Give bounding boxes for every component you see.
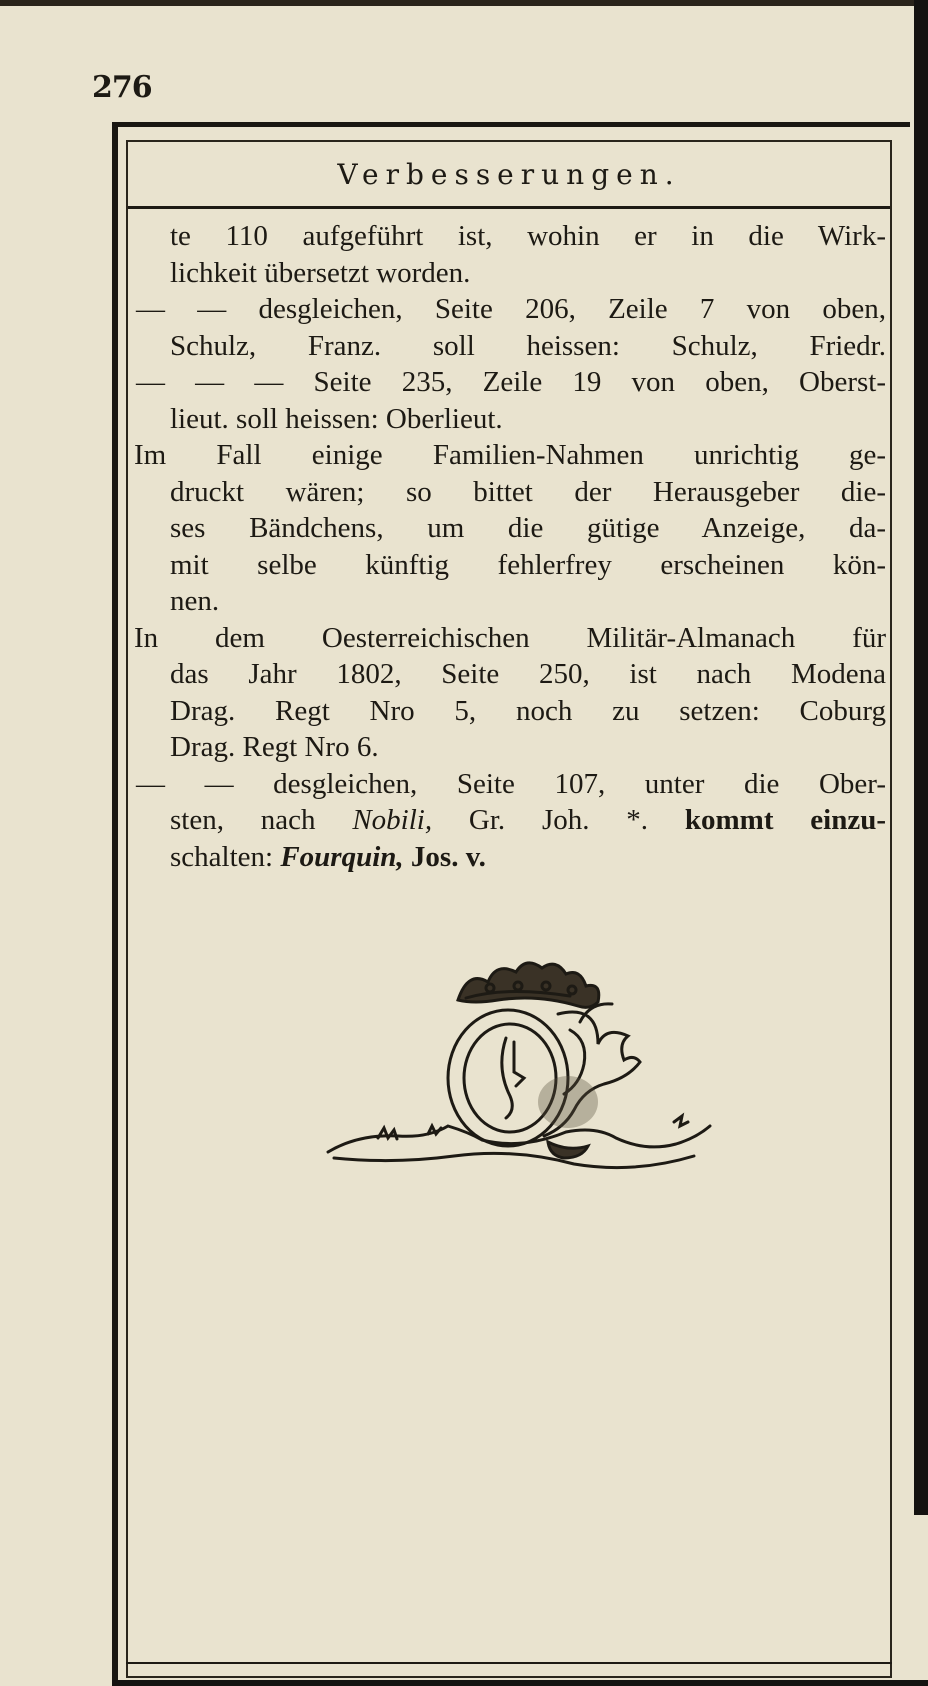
text-line: — — — Seite 235, Zeile 19 von oben, Oberst- (136, 366, 886, 398)
text-line: In dem Oesterreichischen Militär-Almanach für (134, 621, 886, 654)
text-line: mit selbe künftig fehlerfrey erscheinen kön- (170, 548, 886, 581)
text-run: schalten: (170, 840, 274, 873)
page-right-edge (914, 0, 928, 1515)
text-line: Im Fall einige Familien-Nahmen unrichtig ge- (134, 439, 886, 471)
text-line: — — desgleichen, Seite 206, Zeile 7 von oben, (136, 293, 886, 325)
name-nobili: Nobili, (352, 804, 433, 836)
text-line: nen. (170, 585, 220, 617)
text-line: ses Bändchens, um die gütige Anzeige, da- (170, 512, 886, 544)
text-line (134, 839, 886, 876)
text-line: Schulz, Franz. soll heissen: Schulz, Friedr. (170, 329, 886, 362)
crowned-shield-on-ground-icon (318, 952, 718, 1182)
text-line: druckt wären; so bittet der Herausgeber die- (170, 475, 886, 508)
section-header: Verbesserungen. (337, 158, 681, 191)
corrections-text (134, 218, 886, 875)
bottom-inner-rule (126, 1662, 892, 1664)
page-number: 276 (92, 70, 152, 105)
text-run-bold: kommt einzu- (684, 804, 886, 836)
text-line: lieut. soll heissen: Oberlieut. (170, 402, 503, 435)
text-run: Gr. Joh. *. (468, 804, 649, 836)
text-line: Drag. Regt Nro 5, noch zu setzen: Coburg (170, 694, 886, 727)
text-line: lichkeit übersetzt worden. (170, 256, 471, 289)
text-line: te 110 aufgeführt ist, wohin er in die Wirk- (170, 220, 886, 252)
text-line: — — desgleichen, Seite 107, unter die Ober- (136, 767, 886, 800)
header-rule (128, 206, 890, 209)
text-line (134, 802, 886, 839)
text-run-bold: Jos. v. (410, 840, 486, 873)
text-line: das Jahr 1802, Seite 250, ist nach Modena (170, 658, 886, 690)
text-run: sten, nach (170, 804, 316, 836)
page-top-edge (0, 0, 928, 6)
text-line: Drag. Regt Nro 6. (170, 731, 379, 763)
name-fourquin: Fourquin, (280, 840, 404, 873)
bottom-outer-rule (112, 1680, 928, 1686)
